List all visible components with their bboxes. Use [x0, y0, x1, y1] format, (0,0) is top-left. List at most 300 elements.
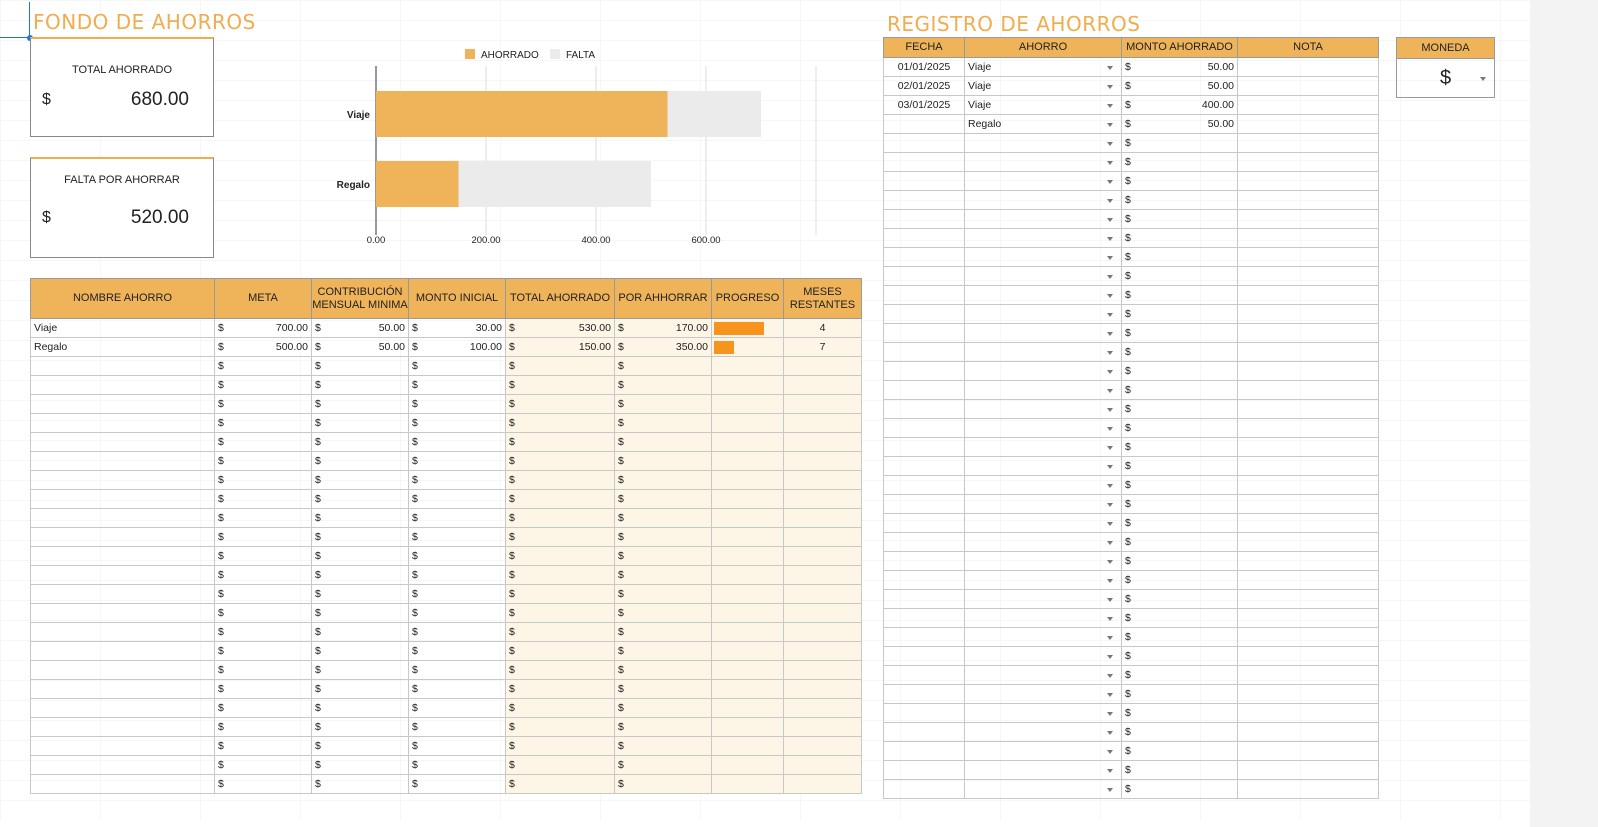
note-cell[interactable]: [1238, 324, 1379, 343]
savings-dropdown-cell[interactable]: Viaje: [965, 96, 1122, 115]
savings-name-cell[interactable]: [31, 737, 215, 756]
initial-amount-cell[interactable]: [409, 604, 506, 623]
date-cell[interactable]: [884, 571, 965, 590]
note-cell[interactable]: [1238, 362, 1379, 381]
goal-cell[interactable]: [215, 775, 312, 794]
savings-dropdown-cell[interactable]: [965, 419, 1122, 438]
savings-name-cell[interactable]: [31, 718, 215, 737]
total-saved-cell[interactable]: [506, 604, 615, 623]
goal-cell[interactable]: [215, 433, 312, 452]
remaining-cell[interactable]: [615, 357, 712, 376]
initial-amount-cell[interactable]: [409, 642, 506, 661]
note-cell[interactable]: [1238, 571, 1379, 590]
monthly-contribution-cell[interactable]: [312, 737, 409, 756]
goal-cell[interactable]: [215, 718, 312, 737]
remaining-cell[interactable]: [615, 680, 712, 699]
date-cell[interactable]: [884, 780, 965, 799]
goal-cell[interactable]: [215, 737, 312, 756]
initial-amount-cell[interactable]: [409, 718, 506, 737]
note-cell[interactable]: [1238, 761, 1379, 780]
savings-dropdown-cell[interactable]: [965, 343, 1122, 362]
goal-cell[interactable]: [215, 642, 312, 661]
savings-dropdown-cell[interactable]: [965, 381, 1122, 400]
initial-amount-cell[interactable]: [409, 319, 506, 338]
date-cell[interactable]: [884, 723, 965, 742]
monthly-contribution-cell[interactable]: [312, 775, 409, 794]
amount-cell[interactable]: [1122, 400, 1238, 419]
amount-cell[interactable]: [1122, 115, 1238, 134]
goal-cell[interactable]: [215, 756, 312, 775]
savings-name-cell[interactable]: [31, 547, 215, 566]
savings-dropdown-cell[interactable]: [965, 666, 1122, 685]
date-cell[interactable]: [884, 324, 965, 343]
amount-cell[interactable]: [1122, 685, 1238, 704]
savings-dropdown-cell[interactable]: [965, 552, 1122, 571]
savings-dropdown-cell[interactable]: [965, 438, 1122, 457]
total-saved-cell[interactable]: [506, 338, 615, 357]
savings-dropdown-cell[interactable]: [965, 153, 1122, 172]
date-cell[interactable]: [884, 172, 965, 191]
savings-name-cell[interactable]: [31, 490, 215, 509]
savings-dropdown-cell[interactable]: [965, 704, 1122, 723]
remaining-cell[interactable]: [615, 718, 712, 737]
savings-name-cell[interactable]: [31, 585, 215, 604]
date-cell[interactable]: [884, 153, 965, 172]
initial-amount-cell[interactable]: [409, 585, 506, 604]
total-saved-cell[interactable]: [506, 642, 615, 661]
initial-amount-cell[interactable]: [409, 376, 506, 395]
goal-cell[interactable]: [215, 585, 312, 604]
date-cell[interactable]: [884, 362, 965, 381]
amount-cell[interactable]: [1122, 438, 1238, 457]
amount-cell[interactable]: [1122, 628, 1238, 647]
remaining-cell[interactable]: [615, 433, 712, 452]
savings-name-cell[interactable]: [31, 756, 215, 775]
date-cell[interactable]: [884, 514, 965, 533]
remaining-cell[interactable]: [615, 775, 712, 794]
note-cell[interactable]: [1238, 476, 1379, 495]
savings-dropdown-cell[interactable]: [965, 457, 1122, 476]
savings-dropdown-cell[interactable]: [965, 400, 1122, 419]
note-cell[interactable]: [1238, 780, 1379, 799]
note-cell[interactable]: [1238, 305, 1379, 324]
savings-dropdown-cell[interactable]: [965, 172, 1122, 191]
monthly-contribution-cell[interactable]: [312, 604, 409, 623]
savings-name-cell[interactable]: [31, 623, 215, 642]
date-cell[interactable]: [884, 552, 965, 571]
amount-cell[interactable]: [1122, 362, 1238, 381]
date-cell[interactable]: [884, 628, 965, 647]
savings-dropdown-cell[interactable]: Regalo: [965, 115, 1122, 134]
initial-amount-cell[interactable]: [409, 528, 506, 547]
amount-cell[interactable]: [1122, 96, 1238, 115]
amount-cell[interactable]: [1122, 666, 1238, 685]
amount-cell[interactable]: [1122, 191, 1238, 210]
date-cell[interactable]: [884, 590, 965, 609]
monthly-contribution-cell[interactable]: [312, 452, 409, 471]
savings-dropdown-cell[interactable]: [965, 571, 1122, 590]
remaining-cell[interactable]: [615, 319, 712, 338]
note-cell[interactable]: [1238, 647, 1379, 666]
total-saved-cell[interactable]: [506, 452, 615, 471]
note-cell[interactable]: [1238, 609, 1379, 628]
date-cell[interactable]: [884, 419, 965, 438]
total-saved-cell[interactable]: [506, 661, 615, 680]
savings-name-cell[interactable]: [31, 471, 215, 490]
note-cell[interactable]: [1238, 134, 1379, 153]
total-saved-cell[interactable]: [506, 395, 615, 414]
goal-cell[interactable]: [215, 509, 312, 528]
initial-amount-cell[interactable]: [409, 395, 506, 414]
note-cell[interactable]: [1238, 343, 1379, 362]
monthly-contribution-cell[interactable]: [312, 547, 409, 566]
goal-cell[interactable]: [215, 452, 312, 471]
monthly-contribution-cell[interactable]: [312, 414, 409, 433]
date-cell[interactable]: [884, 609, 965, 628]
goal-cell[interactable]: [215, 490, 312, 509]
note-cell[interactable]: [1238, 457, 1379, 476]
initial-amount-cell[interactable]: [409, 566, 506, 585]
amount-cell[interactable]: [1122, 552, 1238, 571]
total-saved-cell[interactable]: [506, 585, 615, 604]
date-cell[interactable]: [884, 267, 965, 286]
note-cell[interactable]: [1238, 381, 1379, 400]
note-cell[interactable]: [1238, 438, 1379, 457]
amount-cell[interactable]: [1122, 723, 1238, 742]
amount-cell[interactable]: [1122, 77, 1238, 96]
savings-name-cell[interactable]: [31, 414, 215, 433]
goal-cell[interactable]: [215, 471, 312, 490]
savings-dropdown-cell[interactable]: [965, 267, 1122, 286]
date-cell[interactable]: [884, 248, 965, 267]
note-cell[interactable]: [1238, 723, 1379, 742]
initial-amount-cell[interactable]: [409, 737, 506, 756]
amount-cell[interactable]: [1122, 267, 1238, 286]
date-cell[interactable]: [884, 191, 965, 210]
amount-cell[interactable]: [1122, 495, 1238, 514]
savings-dropdown-cell[interactable]: [965, 780, 1122, 799]
savings-dropdown-cell[interactable]: [965, 761, 1122, 780]
remaining-cell[interactable]: [615, 471, 712, 490]
note-cell[interactable]: [1238, 742, 1379, 761]
savings-name-cell[interactable]: [31, 433, 215, 452]
initial-amount-cell[interactable]: [409, 509, 506, 528]
initial-amount-cell[interactable]: [409, 623, 506, 642]
initial-amount-cell[interactable]: [409, 471, 506, 490]
savings-dropdown-cell[interactable]: [965, 305, 1122, 324]
savings-dropdown-cell[interactable]: [965, 324, 1122, 343]
savings-dropdown-cell[interactable]: [965, 685, 1122, 704]
savings-dropdown-cell[interactable]: [965, 514, 1122, 533]
initial-amount-cell[interactable]: [409, 490, 506, 509]
savings-dropdown-cell[interactable]: Viaje: [965, 77, 1122, 96]
monthly-contribution-cell[interactable]: [312, 566, 409, 585]
savings-dropdown-cell[interactable]: [965, 229, 1122, 248]
savings-dropdown-cell[interactable]: [965, 533, 1122, 552]
initial-amount-cell[interactable]: [409, 452, 506, 471]
amount-cell[interactable]: [1122, 172, 1238, 191]
monthly-contribution-cell[interactable]: [312, 338, 409, 357]
note-cell[interactable]: [1238, 419, 1379, 438]
note-cell[interactable]: [1238, 172, 1379, 191]
amount-cell[interactable]: [1122, 381, 1238, 400]
savings-name-cell[interactable]: [31, 566, 215, 585]
total-saved-cell[interactable]: [506, 490, 615, 509]
savings-dropdown-cell[interactable]: [965, 647, 1122, 666]
goal-cell[interactable]: [215, 623, 312, 642]
amount-cell[interactable]: [1122, 647, 1238, 666]
total-saved-cell[interactable]: [506, 737, 615, 756]
date-cell[interactable]: [884, 742, 965, 761]
savings-dropdown-cell[interactable]: [965, 609, 1122, 628]
savings-dropdown-cell[interactable]: [965, 590, 1122, 609]
remaining-cell[interactable]: [615, 566, 712, 585]
total-saved-cell[interactable]: [506, 357, 615, 376]
note-cell[interactable]: [1238, 400, 1379, 419]
amount-cell[interactable]: [1122, 571, 1238, 590]
monthly-contribution-cell[interactable]: [312, 471, 409, 490]
total-saved-cell[interactable]: [506, 376, 615, 395]
savings-name-cell[interactable]: [31, 775, 215, 794]
date-cell[interactable]: [884, 343, 965, 362]
note-cell[interactable]: [1238, 267, 1379, 286]
date-cell[interactable]: [884, 210, 965, 229]
total-saved-cell[interactable]: [506, 414, 615, 433]
savings-name-cell[interactable]: [31, 509, 215, 528]
note-cell[interactable]: [1238, 77, 1379, 96]
monthly-contribution-cell[interactable]: [312, 528, 409, 547]
savings-name-cell[interactable]: [31, 642, 215, 661]
date-cell[interactable]: 03/01/2025: [884, 96, 965, 115]
savings-dropdown-cell[interactable]: [965, 191, 1122, 210]
total-saved-cell[interactable]: [506, 433, 615, 452]
monthly-contribution-cell[interactable]: [312, 623, 409, 642]
date-cell[interactable]: [884, 229, 965, 248]
monthly-contribution-cell[interactable]: [312, 699, 409, 718]
savings-name-cell[interactable]: [31, 395, 215, 414]
date-cell[interactable]: [884, 685, 965, 704]
date-cell[interactable]: [884, 457, 965, 476]
monthly-contribution-cell[interactable]: [312, 661, 409, 680]
date-cell[interactable]: [884, 438, 965, 457]
savings-dropdown-cell[interactable]: [965, 210, 1122, 229]
monthly-contribution-cell[interactable]: [312, 433, 409, 452]
remaining-cell[interactable]: [615, 642, 712, 661]
initial-amount-cell[interactable]: [409, 338, 506, 357]
total-saved-cell[interactable]: [506, 528, 615, 547]
initial-amount-cell[interactable]: [409, 756, 506, 775]
initial-amount-cell[interactable]: [409, 433, 506, 452]
amount-cell[interactable]: [1122, 134, 1238, 153]
amount-cell[interactable]: [1122, 704, 1238, 723]
remaining-cell[interactable]: [615, 585, 712, 604]
monthly-contribution-cell[interactable]: [312, 756, 409, 775]
note-cell[interactable]: [1238, 96, 1379, 115]
date-cell[interactable]: [884, 476, 965, 495]
total-saved-cell[interactable]: [506, 680, 615, 699]
amount-cell[interactable]: [1122, 761, 1238, 780]
remaining-cell[interactable]: [615, 661, 712, 680]
savings-dropdown-cell[interactable]: [965, 723, 1122, 742]
note-cell[interactable]: [1238, 495, 1379, 514]
note-cell[interactable]: [1238, 191, 1379, 210]
initial-amount-cell[interactable]: [409, 547, 506, 566]
monthly-contribution-cell[interactable]: [312, 718, 409, 737]
savings-dropdown-cell[interactable]: [965, 286, 1122, 305]
goal-cell[interactable]: [215, 395, 312, 414]
total-saved-cell[interactable]: [506, 756, 615, 775]
initial-amount-cell[interactable]: [409, 775, 506, 794]
monthly-contribution-cell[interactable]: [312, 319, 409, 338]
note-cell[interactable]: [1238, 685, 1379, 704]
total-saved-cell[interactable]: [506, 623, 615, 642]
initial-amount-cell[interactable]: [409, 680, 506, 699]
monthly-contribution-cell[interactable]: [312, 490, 409, 509]
amount-cell[interactable]: [1122, 324, 1238, 343]
date-cell[interactable]: [884, 495, 965, 514]
total-saved-cell[interactable]: [506, 699, 615, 718]
currency-dropdown[interactable]: $: [1397, 59, 1494, 97]
date-cell[interactable]: [884, 533, 965, 552]
monthly-contribution-cell[interactable]: [312, 680, 409, 699]
monthly-contribution-cell[interactable]: [312, 357, 409, 376]
amount-cell[interactable]: [1122, 780, 1238, 799]
remaining-cell[interactable]: [615, 414, 712, 433]
goal-cell[interactable]: [215, 338, 312, 357]
note-cell[interactable]: [1238, 628, 1379, 647]
savings-dropdown-cell[interactable]: [965, 628, 1122, 647]
date-cell[interactable]: [884, 761, 965, 780]
date-cell[interactable]: [884, 381, 965, 400]
goal-cell[interactable]: [215, 547, 312, 566]
savings-dropdown-cell[interactable]: [965, 495, 1122, 514]
total-saved-cell[interactable]: [506, 319, 615, 338]
amount-cell[interactable]: [1122, 248, 1238, 267]
amount-cell[interactable]: [1122, 286, 1238, 305]
amount-cell[interactable]: [1122, 343, 1238, 362]
goal-cell[interactable]: [215, 319, 312, 338]
remaining-cell[interactable]: [615, 490, 712, 509]
monthly-contribution-cell[interactable]: [312, 585, 409, 604]
goal-cell[interactable]: [215, 357, 312, 376]
savings-name-cell[interactable]: Viaje: [31, 319, 215, 338]
goal-cell[interactable]: [215, 699, 312, 718]
goal-cell[interactable]: [215, 604, 312, 623]
monthly-contribution-cell[interactable]: [312, 395, 409, 414]
note-cell[interactable]: [1238, 286, 1379, 305]
goal-cell[interactable]: [215, 661, 312, 680]
savings-dropdown-cell[interactable]: [965, 362, 1122, 381]
amount-cell[interactable]: [1122, 590, 1238, 609]
date-cell[interactable]: [884, 647, 965, 666]
amount-cell[interactable]: [1122, 153, 1238, 172]
monthly-contribution-cell[interactable]: [312, 509, 409, 528]
initial-amount-cell[interactable]: [409, 414, 506, 433]
amount-cell[interactable]: [1122, 514, 1238, 533]
note-cell[interactable]: [1238, 514, 1379, 533]
amount-cell[interactable]: [1122, 229, 1238, 248]
total-saved-cell[interactable]: [506, 547, 615, 566]
note-cell[interactable]: [1238, 552, 1379, 571]
note-cell[interactable]: [1238, 666, 1379, 685]
date-cell[interactable]: [884, 400, 965, 419]
remaining-cell[interactable]: [615, 452, 712, 471]
amount-cell[interactable]: [1122, 58, 1238, 77]
savings-dropdown-cell[interactable]: [965, 248, 1122, 267]
amount-cell[interactable]: [1122, 609, 1238, 628]
savings-name-cell[interactable]: [31, 680, 215, 699]
currency-selector[interactable]: [1396, 37, 1495, 98]
remaining-cell[interactable]: [615, 604, 712, 623]
savings-name-cell[interactable]: [31, 357, 215, 376]
remaining-cell[interactable]: [615, 528, 712, 547]
goal-cell[interactable]: [215, 376, 312, 395]
initial-amount-cell[interactable]: [409, 357, 506, 376]
amount-cell[interactable]: [1122, 457, 1238, 476]
savings-dropdown-cell[interactable]: [965, 134, 1122, 153]
date-cell[interactable]: [884, 305, 965, 324]
note-cell[interactable]: [1238, 153, 1379, 172]
savings-dropdown-cell[interactable]: [965, 742, 1122, 761]
savings-name-cell[interactable]: Regalo: [31, 338, 215, 357]
savings-dropdown-cell[interactable]: Viaje: [965, 58, 1122, 77]
remaining-cell[interactable]: [615, 509, 712, 528]
remaining-cell[interactable]: [615, 756, 712, 775]
amount-cell[interactable]: [1122, 533, 1238, 552]
savings-name-cell[interactable]: [31, 699, 215, 718]
note-cell[interactable]: [1238, 58, 1379, 77]
total-saved-cell[interactable]: [506, 775, 615, 794]
goal-cell[interactable]: [215, 566, 312, 585]
date-cell[interactable]: 02/01/2025: [884, 77, 965, 96]
goal-cell[interactable]: [215, 528, 312, 547]
note-cell[interactable]: [1238, 533, 1379, 552]
total-saved-cell[interactable]: [506, 718, 615, 737]
remaining-cell[interactable]: [615, 699, 712, 718]
remaining-cell[interactable]: [615, 376, 712, 395]
note-cell[interactable]: [1238, 590, 1379, 609]
amount-cell[interactable]: [1122, 742, 1238, 761]
goal-cell[interactable]: [215, 414, 312, 433]
date-cell[interactable]: [884, 704, 965, 723]
amount-cell[interactable]: [1122, 210, 1238, 229]
savings-name-cell[interactable]: [31, 604, 215, 623]
initial-amount-cell[interactable]: [409, 661, 506, 680]
total-saved-cell[interactable]: [506, 566, 615, 585]
savings-name-cell[interactable]: [31, 661, 215, 680]
note-cell[interactable]: [1238, 115, 1379, 134]
initial-amount-cell[interactable]: [409, 699, 506, 718]
goal-cell[interactable]: [215, 680, 312, 699]
remaining-cell[interactable]: [615, 547, 712, 566]
note-cell[interactable]: [1238, 210, 1379, 229]
remaining-cell[interactable]: [615, 623, 712, 642]
savings-dropdown-cell[interactable]: [965, 476, 1122, 495]
amount-cell[interactable]: [1122, 476, 1238, 495]
monthly-contribution-cell[interactable]: [312, 642, 409, 661]
amount-cell[interactable]: [1122, 419, 1238, 438]
amount-cell[interactable]: [1122, 305, 1238, 324]
remaining-cell[interactable]: [615, 338, 712, 357]
savings-name-cell[interactable]: [31, 452, 215, 471]
total-saved-cell[interactable]: [506, 471, 615, 490]
note-cell[interactable]: [1238, 704, 1379, 723]
date-cell[interactable]: 01/01/2025: [884, 58, 965, 77]
date-cell[interactable]: [884, 134, 965, 153]
date-cell[interactable]: [884, 666, 965, 685]
date-cell[interactable]: [884, 115, 965, 134]
date-cell[interactable]: [884, 286, 965, 305]
